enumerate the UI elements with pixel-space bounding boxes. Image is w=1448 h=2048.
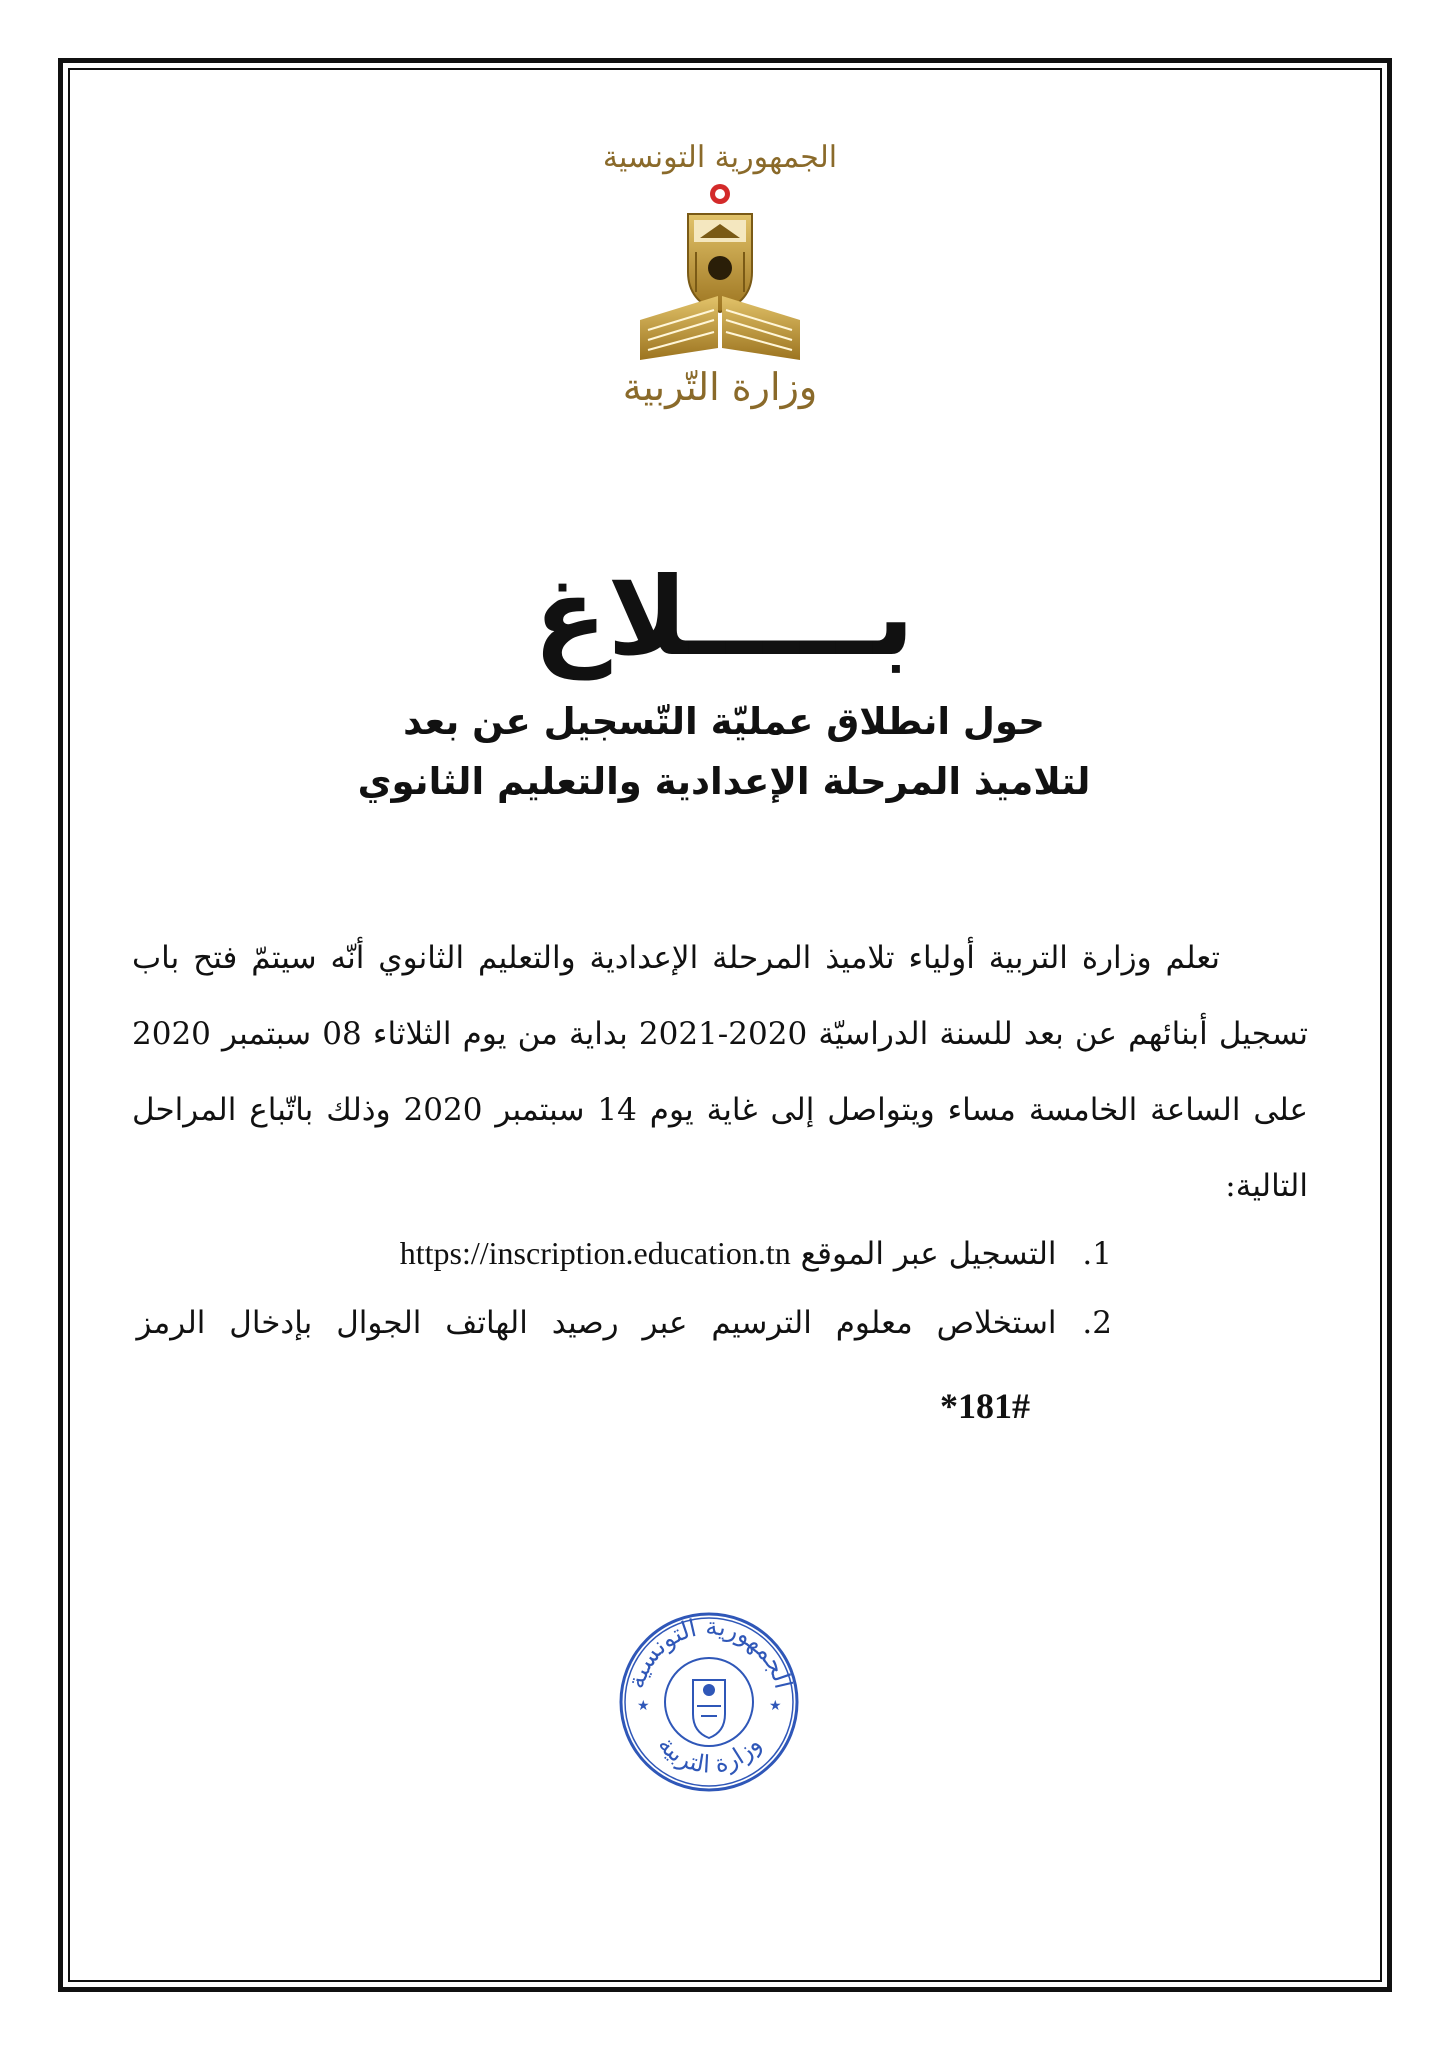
- emblem-icon: [630, 180, 810, 370]
- stamp-top-text: الجمهورية التونسية: [621, 1612, 798, 1692]
- ministry-name: وزارة التّربية: [622, 365, 818, 409]
- list-item: [400, 1235, 1112, 1305]
- step-text: التسجيل عبر الموقع: [800, 1236, 1057, 1272]
- star-icon: ★: [637, 1698, 650, 1714]
- step-number: 1.: [1082, 1236, 1112, 1272]
- official-stamp: [617, 1610, 802, 1795]
- announcement-paragraph: تعلم وزارة التربية أولياء تلاميذ المرحلة الإعدادية والتعليم الثانوي أنّه سيتمّ فتح باب تسجيل أبنائهم عن بعد للسنة الدراسيّة 2020-2021 بداية من يوم الثلاثاء 08 سبتمبر 2020 على الساعة الخامسة مساء ويتواصل إلى غاية يوم 14 سبتمبر 2020 وذلك باتّباع المراحل التالية:: [132, 940, 1308, 1204]
- republic-name: الجمهورية التونسية: [602, 140, 838, 175]
- ministry-logo: [590, 140, 850, 430]
- list-item: [137, 1305, 1112, 1375]
- registration-link[interactable]: https://inscription.education.tn: [399, 1235, 791, 1271]
- ussd-code: *181#: [940, 1386, 1030, 1426]
- announcement-body: [132, 920, 1308, 1224]
- subtitle-line-1: حول انطلاق عمليّة التّسجيل عن بعد: [403, 700, 1045, 743]
- stamp-bottom-text: وزارة التربية: [652, 1730, 767, 1779]
- step-number: 2.: [1082, 1305, 1112, 1341]
- step-text: استخلاص معلوم الترسيم عبر رصيد الهاتف الجوال بإدخال الرمز: [136, 1305, 1057, 1341]
- page-title: بـــــلاغ: [533, 555, 915, 680]
- subtitle-line-2: لتلاميذ المرحلة الإعدادية والتعليم الثانوي: [357, 760, 1091, 803]
- star-icon: ★: [769, 1698, 782, 1714]
